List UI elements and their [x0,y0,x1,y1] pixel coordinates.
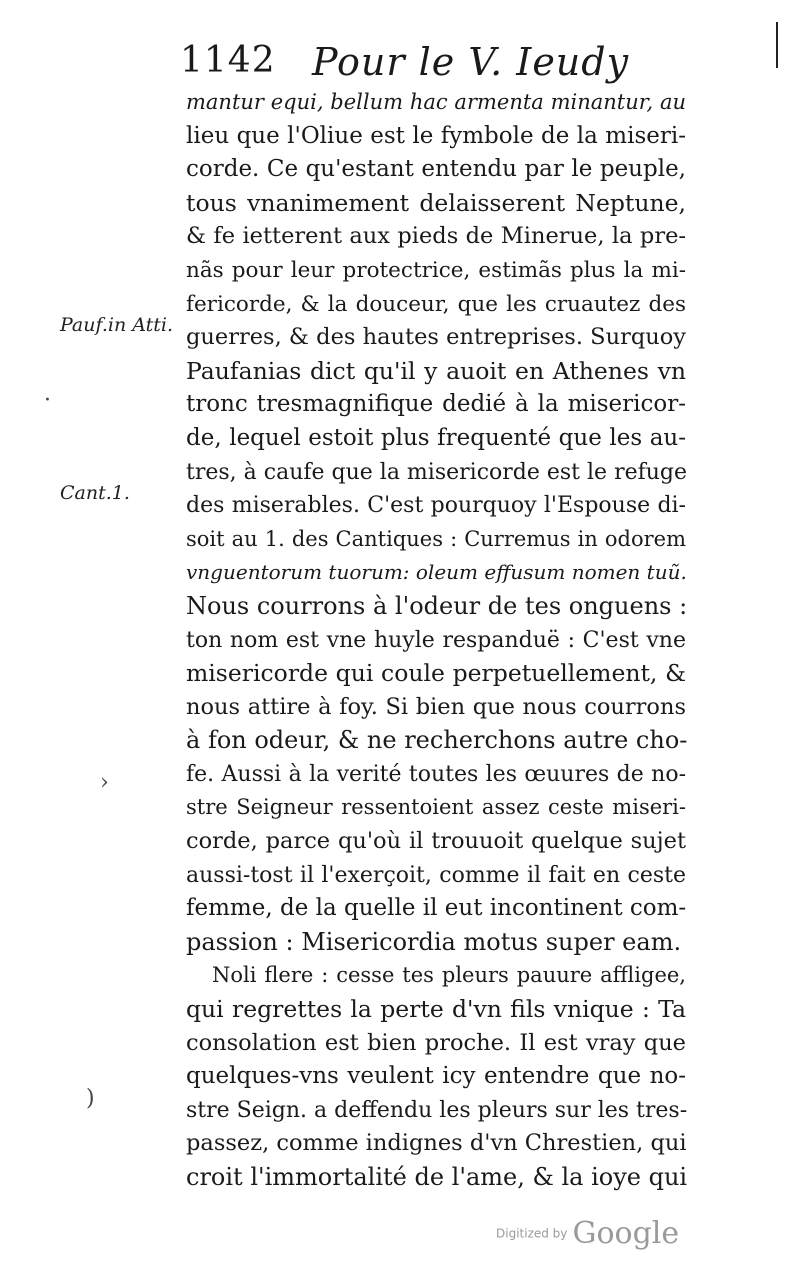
text-line: corde. Ce qu'estant entendu par le peuple, [186,156,686,183]
text-line: des miserables. C'est pourquoy l'Espouse di- [186,493,686,519]
page-header [180,40,700,84]
text-line: quelques-vns veulent icy entendre que no- [186,1063,686,1090]
watermark-prefix: Digitized by [496,1226,568,1241]
text-line: guerres, & des hautes entreprises. Surquoy [186,324,686,351]
text-line: Noli flere : cesse tes pleurs pauure affligee, [212,963,686,988]
margin-note-pausanias: Pauf.in Atti. [60,314,174,336]
margin-speck: · [44,388,51,413]
text-line: corde, parce qu'où il trouuoit quelque sujet [186,828,686,855]
text-line: consolation est bien proche. Il est vray que [186,1029,686,1056]
margin-note-canticles: Cant.1. [60,482,130,504]
text-line: & fe ietterent aux pieds de Minerue, la pre- [186,223,686,250]
text-line: croit l'immortalité de l'ame, & la ioye qui [186,1163,688,1191]
text-line: Paufanias dict qu'il y auoit en Athenes vn [186,356,686,385]
margin-speck: ) [86,1086,95,1111]
text-line: Nous courrons à l'odeur de tes onguens : [186,591,688,620]
text-line: femme, de la quelle il eut incontinent com- [186,895,687,922]
body-text [186,86,686,1195]
page-number: 1142 [180,40,276,81]
text-line: fericorde, & la douceur, que les cruautez des [186,291,686,317]
text-line: nãs pour leur protectrice, estimãs plus la mi- [186,257,686,283]
text-line: ton nom est vne huyle respanduë : C'est vne [186,627,686,653]
margin-speck: › [100,770,109,795]
edge-mark [776,22,778,68]
running-title: Pour le V. Ieudy [312,40,630,84]
text-line: passion : Misericordia motus super eam. [186,927,682,956]
text-line: tronc tresmagnifique dedié à la misericor- [186,391,686,418]
text-line: nous attire à foy. Si bien que nous courrons [186,693,686,720]
text-line: tous vnanimement delaisserent Neptune, [186,188,686,217]
text-line: stre Seign. a deffendu les pleurs sur les tres- [186,1097,688,1123]
text-line: stre Seigneur ressentoient assez ceste miseri- [186,795,686,820]
text-line: mantur equi, bellum hac armenta minantur, au [186,90,686,114]
text-line: à fon odeur, & ne recherchons autre cho- [186,726,688,755]
google-logo: Google [572,1216,680,1251]
digitized-watermark [496,1216,679,1251]
text-line: tres, à caufe que la misericorde est le refuge [186,459,688,485]
text-line: de, lequel estoit plus frequenté que les au- [186,424,686,451]
text-line: soit au 1. des Cantiques : Curremus in odorem [186,526,686,551]
text-line: fe. Aussi à la verité toutes les œuures de no- [186,761,686,787]
text-line: misericorde qui coule perpetuellement, & [186,659,686,688]
text-line: vnguentorum tuorum: oleum effusum nomen tuũ. [186,560,687,585]
text-line: lieu que l'Oliue est le fymbole de la miseri- [186,122,686,149]
text-line: passez, comme indignes d'vn Chrestien, qui [186,1130,687,1157]
text-line: qui regrettes la perte d'vn fils vnique : Ta [186,995,686,1024]
text-line: aussi-tost il l'exerçoit, comme il fait en ceste [186,862,686,888]
